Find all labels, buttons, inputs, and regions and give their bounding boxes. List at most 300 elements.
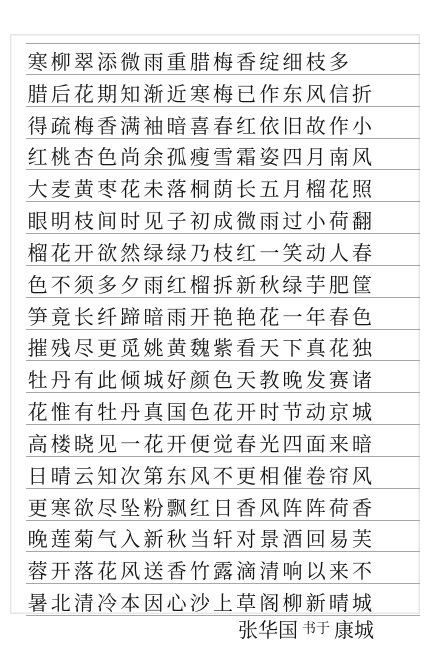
character-cell [397,167,420,169]
character-cell: 黄 [73,179,94,202]
character-cell: 时 [120,211,141,233]
character-cell: 蓉 [27,561,48,584]
character-cell: 云 [73,465,94,488]
character-cell: 满 [120,115,141,138]
character-cell: 黄 [166,338,187,361]
character-cell: 芋 [305,274,326,297]
character-cell: 成 [212,211,233,233]
character-cell: 香 [166,561,187,584]
character-cell [374,454,397,456]
character-cell: 初 [189,211,210,233]
character-cell: 桐 [189,179,210,202]
character-cell: 开 [166,433,187,456]
character-cell: 色 [27,274,48,297]
character-cell: 气 [97,529,118,552]
character-cell: 光 [259,433,280,456]
character-cell: 来 [328,561,349,584]
character-cell: 晴 [328,593,349,615]
character-cell [397,518,420,520]
character-cell: 后 [50,83,71,106]
character-cell: 春 [236,433,257,456]
character-cell: 雨 [259,211,280,233]
character-cell: 魏 [189,338,210,361]
character-cell [397,72,420,74]
character-cell: 风 [352,465,373,488]
character-cell: 绿 [282,274,303,297]
character-cell [397,263,420,265]
character-cell: 姿 [259,147,280,170]
character-cell: 暗 [352,433,373,456]
character-cell: 景 [259,529,280,552]
character-cell: 南 [328,147,349,170]
character-cell: 心 [166,593,187,615]
character-cell: 相 [259,465,280,488]
character-cell: 上 [212,593,233,615]
character-cell: 柳 [50,51,71,74]
character-cell: 动 [305,402,326,424]
character-cell: 枝 [212,242,233,265]
character-cell: 子 [166,211,187,233]
character-cell: 红 [236,115,257,138]
character-cell: 一 [259,242,280,265]
character-cell: 送 [143,561,164,584]
character-cell: 真 [143,402,164,424]
character-cell: 大 [27,179,48,202]
text-row [26,139,420,171]
character-cell: 新 [236,274,257,297]
character-cell: 本 [120,593,141,615]
character-cell: 渐 [143,83,164,106]
text-row [26,234,420,266]
character-cell: 小 [352,115,373,138]
character-cell: 面 [305,433,326,456]
character-cell: 暗 [166,115,187,138]
character-cell: 晚 [282,370,303,393]
character-cell: 新 [143,529,164,552]
character-cell: 荫 [212,179,233,202]
character-cell: 风 [259,497,280,520]
character-cell: 绿 [143,242,164,265]
character-cell [397,486,420,488]
signature-place: 康城 [334,617,374,642]
character-cell [374,486,397,488]
character-cell: 多 [328,51,349,74]
character-cell: 东 [166,465,187,488]
character-cell: 国 [166,402,187,424]
character-cell [397,422,420,424]
character-cell: 四 [282,147,303,170]
character-cell: 摧 [27,338,48,361]
character-cell: 第 [143,465,164,488]
character-cell: 过 [282,211,303,233]
character-cell: 寒 [189,83,210,106]
character-cell: 花 [328,338,349,361]
character-cell: 城 [143,370,164,393]
character-cell: 依 [259,115,280,138]
character-cell: 花 [143,433,164,456]
character-cell: 得 [27,115,48,138]
character-cell [397,104,420,106]
character-cell: 独 [352,338,373,361]
character-cell: 旧 [282,115,303,138]
character-cell: 微 [120,51,141,74]
character-cell: 已 [236,83,257,106]
character-cell: 多 [97,274,118,297]
character-cell: 枝 [305,51,326,74]
text-row [26,298,420,330]
character-cell: 诸 [352,370,373,393]
character-cell: 年 [305,306,326,329]
character-cell [374,358,397,360]
character-cell: 城 [352,402,373,424]
character-cell: 尽 [73,338,94,361]
character-cell: 一 [120,433,141,456]
character-cell: 长 [236,179,257,202]
character-cell: 香 [352,497,373,520]
character-cell: 腊 [189,51,210,74]
character-cell: 喜 [189,115,210,138]
text-row [26,489,420,521]
character-cell: 不 [352,561,373,584]
character-cell: 然 [120,242,141,265]
character-cell: 绽 [259,51,280,74]
character-cell: 看 [236,338,257,361]
character-cell: 红 [236,242,257,265]
character-cell: 此 [97,370,118,393]
character-cell: 桃 [50,147,71,170]
character-cell [374,327,397,329]
character-cell: 芙 [352,529,373,552]
character-cell: 丹 [120,402,141,424]
character-cell: 一 [282,306,303,329]
character-cell: 京 [328,402,349,424]
character-cell: 暑 [27,593,48,615]
character-cell: 小 [305,211,326,233]
character-cell: 故 [305,115,326,138]
character-cell: 绿 [166,242,187,265]
character-cell: 酒 [282,529,303,552]
character-cell: 以 [305,561,326,584]
character-cell: 秋 [166,529,187,552]
signature-block [238,613,398,643]
character-cell [397,581,420,583]
character-cell: 枣 [97,179,118,202]
character-cell: 阵 [282,497,303,520]
character-cell: 寒 [27,51,48,74]
character-cell [397,454,420,456]
character-cell: 清 [259,561,280,584]
character-cell [397,199,420,201]
character-cell: 明 [50,211,71,233]
character-cell: 倾 [120,370,141,393]
character-cell: 花 [27,402,48,424]
character-cell: 赛 [328,370,349,393]
character-cell [374,136,397,138]
character-cell: 好 [166,370,187,393]
character-cell: 色 [189,402,210,424]
character-cell: 对 [236,529,257,552]
character-cell: 卷 [305,465,326,488]
character-cell: 雨 [166,306,187,329]
character-cell: 开 [189,306,210,329]
character-cell: 紫 [212,338,233,361]
character-cell: 色 [97,147,118,170]
character-cell: 暗 [143,306,164,329]
character-cell: 粉 [143,497,164,520]
calligraphy-sheet [10,34,420,614]
character-cell: 红 [189,497,210,520]
character-cell: 榴 [189,274,210,297]
character-cell: 麦 [50,179,71,202]
character-cell: 花 [120,179,141,202]
character-cell: 笑 [282,242,303,265]
text-row [26,425,420,457]
character-cell: 春 [328,306,349,329]
character-cell: 人 [328,242,349,265]
character-cell: 余 [143,147,164,170]
character-cell: 日 [212,497,233,520]
character-cell: 冷 [97,593,118,615]
character-cell: 竟 [50,306,71,329]
character-cell: 有 [73,402,94,424]
character-cell: 开 [73,242,94,265]
character-cell: 四 [282,433,303,456]
text-row [26,75,420,107]
character-cell: 花 [97,561,118,584]
character-cell: 雪 [212,147,233,170]
character-cell: 发 [305,370,326,393]
character-cell: 觅 [120,338,141,361]
character-cell: 腊 [27,83,48,106]
character-cell: 露 [212,561,233,584]
character-cell: 晓 [73,433,94,456]
character-cell: 东 [282,83,303,106]
character-cell: 荷 [328,497,349,520]
character-cell [397,295,420,297]
character-cell: 落 [166,179,187,202]
character-cell: 残 [50,338,71,361]
character-cell: 回 [305,529,326,552]
character-cell: 夕 [120,274,141,297]
character-cell: 尽 [97,497,118,520]
character-cell: 坠 [120,497,141,520]
character-cell: 沙 [189,593,210,615]
character-cell: 因 [143,593,164,615]
character-cell: 雨 [143,51,164,74]
character-cell: 蹄 [120,306,141,329]
text-row [26,552,420,584]
calligraphy-grid [26,43,420,616]
character-cell: 晚 [27,529,48,552]
character-cell: 期 [97,83,118,106]
character-cell: 翻 [352,211,373,233]
character-cell: 艳 [212,306,233,329]
character-cell: 袖 [143,115,164,138]
character-cell: 楼 [50,433,71,456]
character-cell [397,613,420,615]
text-row [26,584,420,616]
character-cell [374,390,397,392]
character-cell: 更 [27,497,48,520]
character-cell: 莲 [50,529,71,552]
character-cell: 枝 [73,211,94,233]
character-cell: 下 [282,338,303,361]
character-cell: 折 [352,83,373,106]
character-cell: 翠 [73,51,94,74]
character-cell: 孤 [166,147,187,170]
character-cell: 花 [259,306,280,329]
character-cell: 霜 [236,147,257,170]
character-cell: 疏 [50,115,71,138]
signature-verb: 书于 [302,621,330,637]
character-cell: 真 [305,338,326,361]
character-cell: 色 [352,306,373,329]
character-cell: 竹 [189,561,210,584]
character-cell [397,549,420,551]
character-cell: 纤 [97,306,118,329]
character-cell: 榴 [305,179,326,202]
text-row [26,202,420,234]
character-cell [374,72,397,74]
character-cell: 高 [27,433,48,456]
character-cell: 梅 [73,115,94,138]
character-cell: 更 [236,465,257,488]
character-cell: 花 [73,83,94,106]
character-cell: 五 [259,179,280,202]
character-cell: 教 [259,370,280,393]
character-cell: 欲 [97,242,118,265]
character-cell: 更 [97,338,118,361]
character-cell: 开 [50,561,71,584]
character-cell: 信 [328,83,349,106]
character-cell: 重 [166,51,187,74]
character-cell: 开 [236,402,257,424]
character-cell: 天 [236,370,257,393]
character-cell: 须 [73,274,94,297]
text-row [26,361,420,393]
character-cell: 动 [305,242,326,265]
character-cell: 眼 [27,211,48,233]
character-cell: 梅 [212,83,233,106]
character-cell: 草 [236,593,257,615]
character-cell: 春 [352,242,373,265]
text-row [26,330,420,362]
text-row [26,457,420,489]
character-cell: 天 [259,338,280,361]
character-cell [374,167,397,169]
character-cell [397,231,420,233]
character-cell: 春 [212,115,233,138]
character-cell [350,72,373,74]
character-cell: 笋 [27,306,48,329]
character-cell [374,581,397,583]
character-cell: 微 [236,211,257,233]
character-cell: 风 [305,83,326,106]
character-cell: 秋 [259,274,280,297]
character-cell: 细 [282,51,303,74]
character-cell [374,422,397,424]
character-cell: 作 [328,115,349,138]
character-cell: 风 [352,147,373,170]
character-cell: 香 [236,497,257,520]
character-cell: 香 [97,115,118,138]
character-cell: 色 [212,370,233,393]
signature-name: 张华国 [238,617,298,642]
character-cell: 滴 [236,561,257,584]
character-cell: 阁 [259,593,280,615]
character-cell [374,549,397,551]
character-cell: 尚 [120,147,141,170]
character-cell: 新 [305,593,326,615]
character-cell: 作 [259,83,280,106]
character-cell [397,327,420,329]
character-cell: 红 [27,147,48,170]
character-cell: 照 [352,179,373,202]
character-cell: 菊 [73,529,94,552]
character-cell: 知 [97,465,118,488]
character-cell: 见 [143,211,164,233]
character-cell [374,518,397,520]
character-cell [374,199,397,201]
character-cell: 入 [120,529,141,552]
character-cell: 不 [212,465,233,488]
character-cell: 花 [50,242,71,265]
character-cell: 不 [50,274,71,297]
character-cell: 牡 [27,370,48,393]
character-cell: 风 [120,561,141,584]
character-cell: 艳 [236,306,257,329]
character-cell: 轩 [212,529,233,552]
character-cell: 乃 [189,242,210,265]
character-cell: 拆 [212,274,233,297]
character-cell: 牡 [97,402,118,424]
character-cell: 飘 [166,497,187,520]
character-cell: 杏 [73,147,94,170]
character-cell: 日 [27,465,48,488]
character-cell: 瘦 [189,147,210,170]
character-cell: 易 [328,529,349,552]
text-row [26,266,420,298]
character-cell: 月 [305,147,326,170]
character-cell: 荷 [328,211,349,233]
character-cell: 帘 [328,465,349,488]
text-row [26,521,420,553]
character-cell: 催 [282,465,303,488]
character-cell [397,136,420,138]
character-cell: 觉 [212,433,233,456]
character-cell: 见 [97,433,118,456]
character-cell: 未 [143,179,164,202]
character-cell: 响 [282,561,303,584]
character-cell: 筐 [352,274,373,297]
character-cell: 清 [73,593,94,615]
character-cell [374,295,397,297]
text-row [26,170,420,202]
character-cell: 长 [73,306,94,329]
character-cell: 时 [259,402,280,424]
character-cell: 晴 [50,465,71,488]
character-cell [374,231,397,233]
text-row [26,43,420,75]
character-cell: 花 [212,402,233,424]
character-cell: 肥 [328,274,349,297]
character-cell: 颜 [189,370,210,393]
character-cell: 次 [120,465,141,488]
character-cell: 红 [166,274,187,297]
character-cell [397,358,420,360]
character-cell: 寒 [50,497,71,520]
character-cell [397,390,420,392]
